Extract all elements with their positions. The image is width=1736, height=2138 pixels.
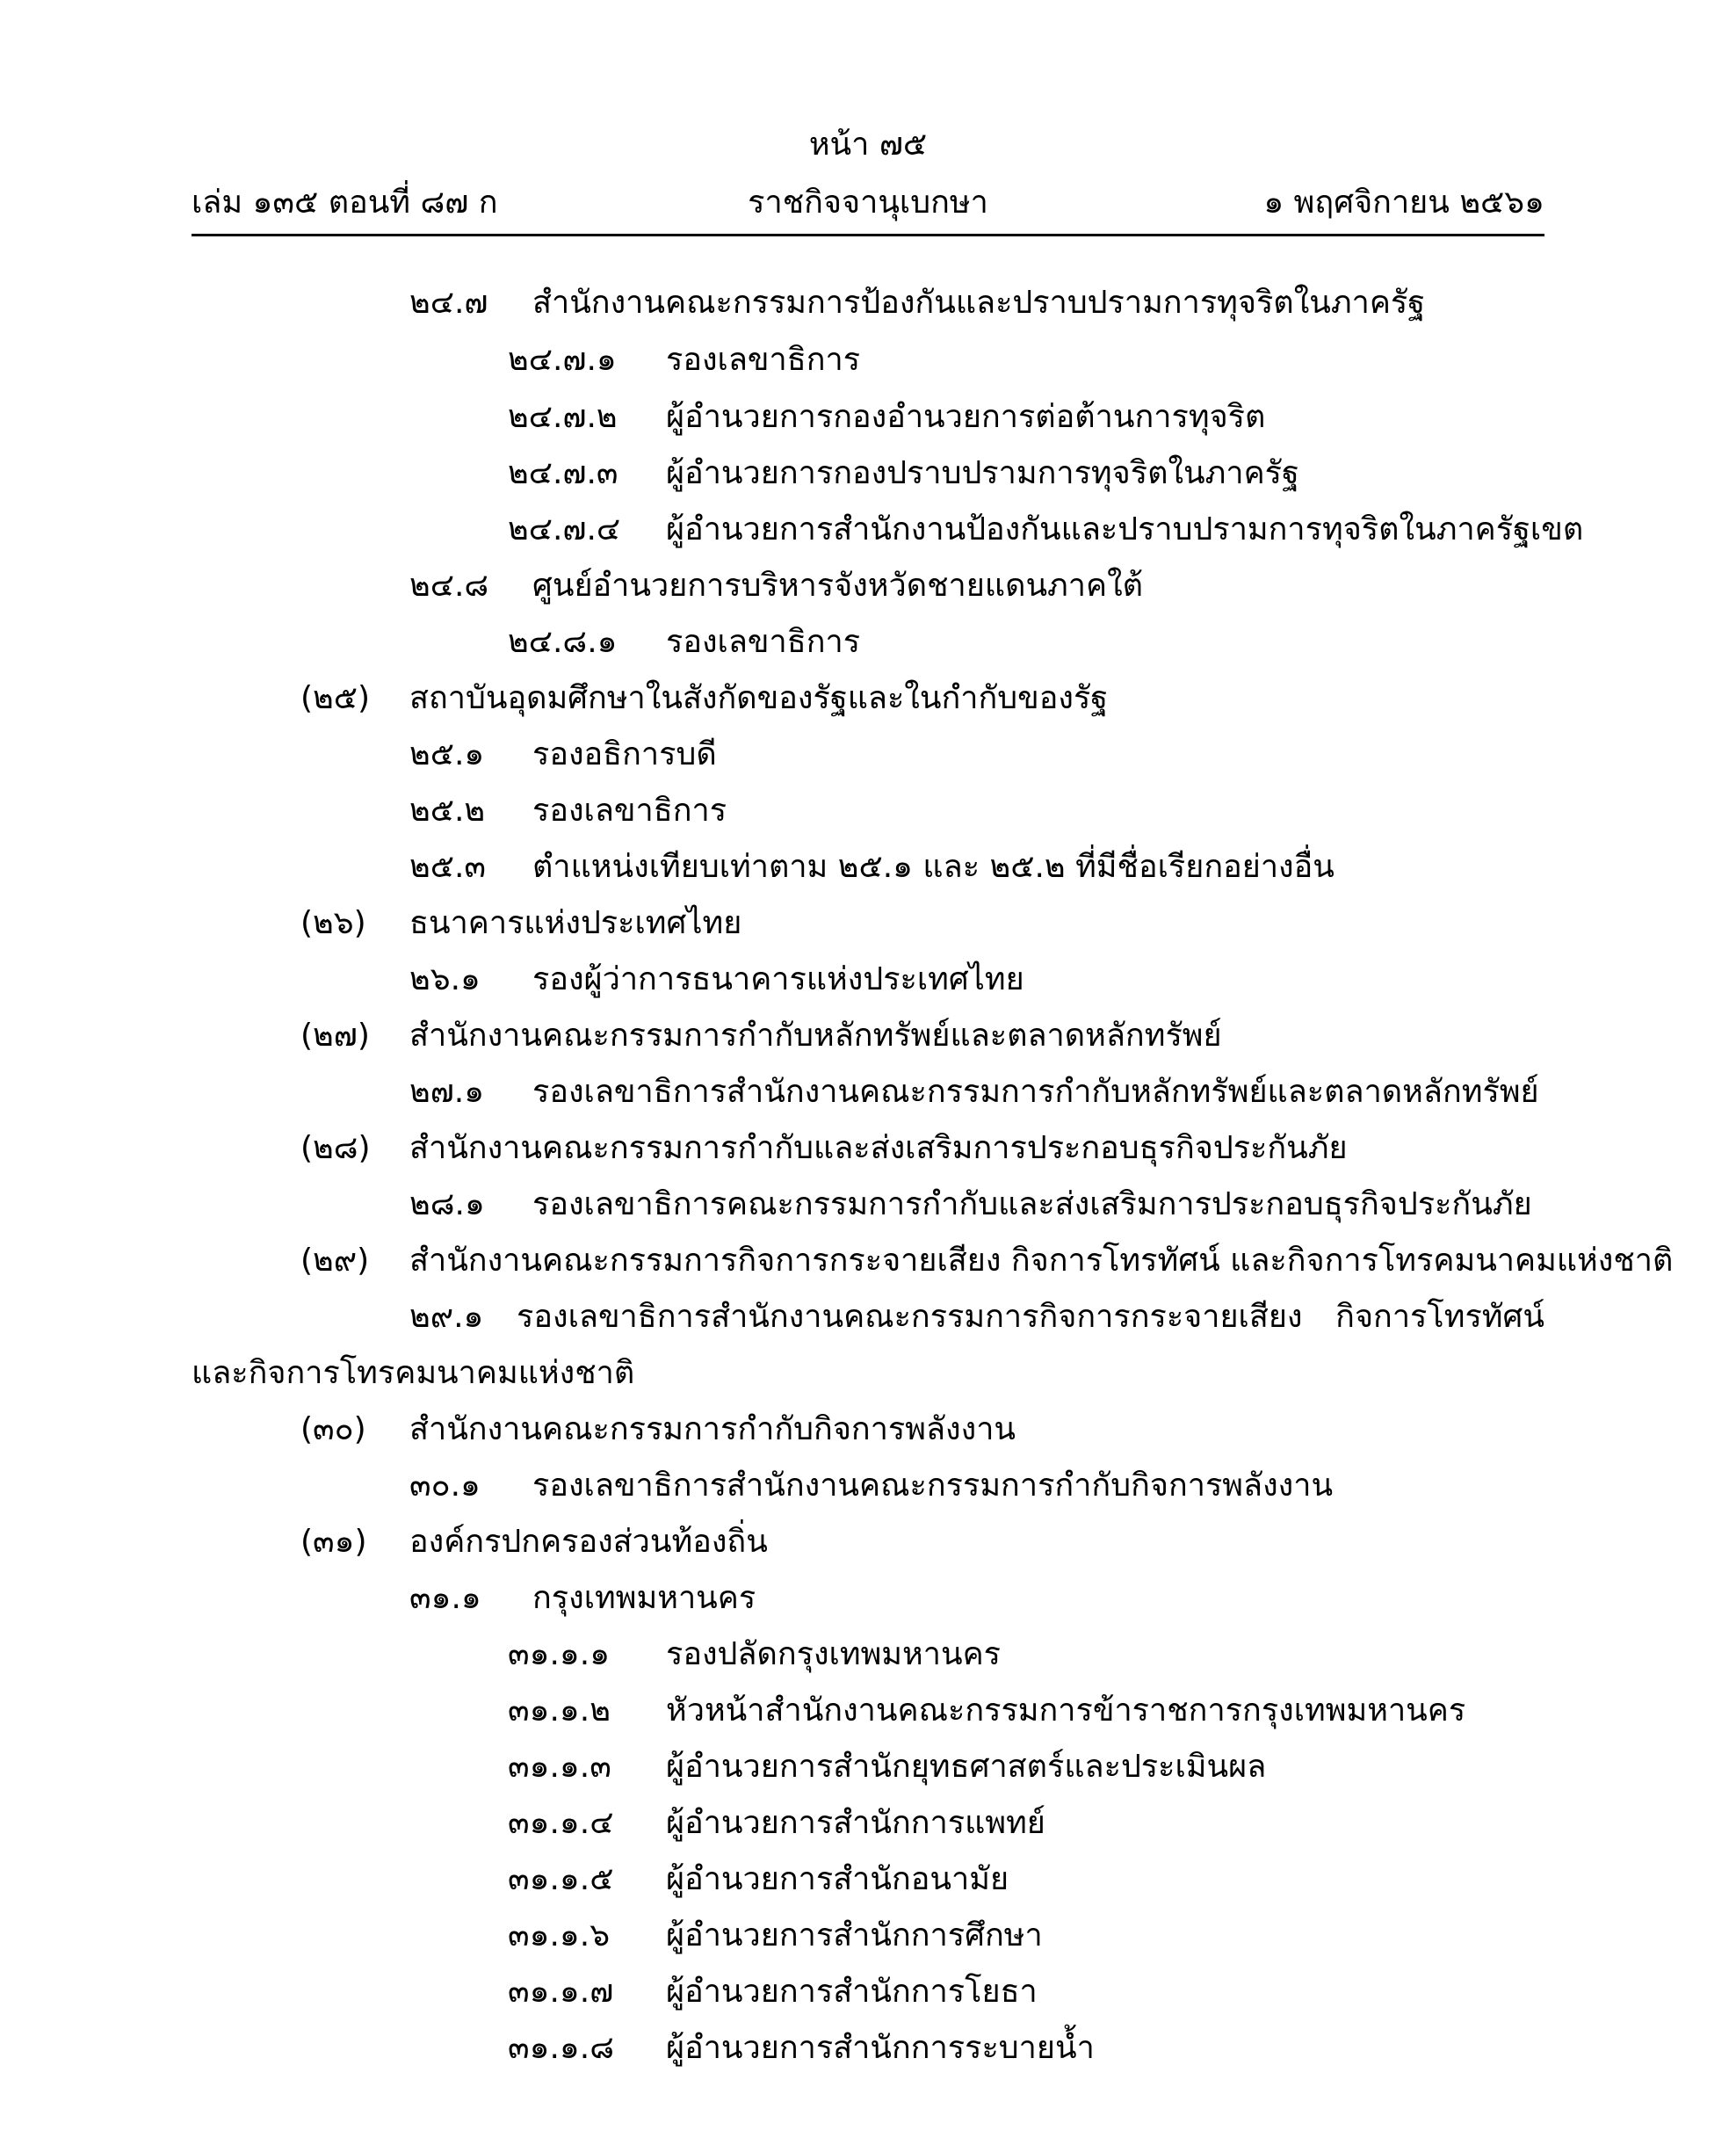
item-number: (๒๙) xyxy=(300,1243,370,1279)
item-number: ๒๔.๘ xyxy=(409,568,489,604)
item-text: สำนักงานคณะกรรมการกำกับกิจการพลังงาน xyxy=(409,1411,1016,1447)
list-item xyxy=(300,1011,1222,1062)
item-text: รองเลขาธิการสำนักงานคณะกรรมการกำกับหลักทรัพย์และตลาดหลักทรัพย์ xyxy=(532,1074,1539,1110)
list-item xyxy=(508,392,1265,443)
item-text: สำนักงานคณะกรรมการกำกับและส่งเสริมการประกอบธุรกิจประกันภัย xyxy=(409,1130,1348,1166)
item-number: ๓๐.๑ xyxy=(409,1468,481,1504)
list-item xyxy=(409,1460,1333,1511)
list-item xyxy=(508,504,1583,555)
list-item xyxy=(508,1685,1465,1736)
list-item xyxy=(409,729,717,780)
list-item xyxy=(508,1967,1038,2018)
item-text: ผู้อำนวยการสำนักการโยธา xyxy=(666,1974,1038,2010)
list-item xyxy=(409,786,727,837)
list-item xyxy=(300,898,741,949)
item-text: รองผู้ว่าการธนาคารแห่งประเทศไทย xyxy=(532,961,1024,997)
item-number: ๓๑.๑.๔ xyxy=(508,1805,614,1841)
item-number: ๓๑.๑ xyxy=(409,1580,481,1616)
item-text: รองปลัดกรุงเทพมหานคร xyxy=(666,1636,1002,1672)
item-text: ผู้อำนวยการสำนักงานป้องกันและปราบปรามการทุจริตในภาครัฐเขต xyxy=(666,511,1584,547)
list-item xyxy=(508,617,860,668)
list-item xyxy=(409,1292,1544,1343)
item-text: สำนักงานคณะกรรมการป้องกันและปราบปรามการทุจริตในภาครัฐ xyxy=(532,285,1426,321)
item-number: ๓๑.๑.๑ xyxy=(508,1636,611,1672)
item-text: กรุงเทพมหานคร xyxy=(532,1580,756,1616)
item-text: หัวหน้าสำนักงานคณะกรรมการข้าราชการกรุงเทพมหานคร xyxy=(666,1692,1466,1729)
item-number: (๒๘) xyxy=(300,1130,371,1166)
item-number: ๒๔.๗.๒ xyxy=(508,399,618,435)
item-text: รองเลขาธิการสำนักงานคณะกรรมการกิจการกระจายเสียง xyxy=(517,1299,1303,1335)
page-number: หน้า ๗๕ xyxy=(808,127,928,163)
list-item xyxy=(508,1798,1045,1849)
item-number: ๒๕.๓ xyxy=(409,849,487,885)
item-text: รองเลขาธิการคณะกรรมการกำกับและส่งเสริมการประกอบธุรกิจประกันภัย xyxy=(532,1186,1532,1222)
gazette-header xyxy=(192,181,1544,225)
item-number: ๒๖.๑ xyxy=(409,961,481,997)
item-number: ๒๔.๗ xyxy=(409,285,488,321)
list-item xyxy=(409,278,1425,329)
item-text: ศูนย์อำนวยการบริหารจังหวัดชายแดนภาคใต้ xyxy=(532,568,1144,604)
volume-issue: เล่ม ๑๓๕ ตอนที่ ๘๗ ก xyxy=(192,185,498,221)
list-item xyxy=(300,1517,768,1568)
item-text: รองเลขาธิการ xyxy=(666,342,861,378)
item-text: สำนักงานคณะกรรมการกิจการกระจายเสียง กิจการโทรทัศน์ และกิจการโทรคมนาคมแห่งชาติ xyxy=(409,1243,1674,1279)
item-number: (๓๑) xyxy=(300,1524,367,1560)
list-item xyxy=(300,1123,1348,1174)
item-text: สถาบันอุดมศึกษาในสังกัดของรัฐและในกำกับของรัฐ xyxy=(409,680,1109,716)
item-number: ๒๔.๗.๓ xyxy=(508,455,618,491)
item-text: กิจการโทรทัศน์ xyxy=(1335,1299,1544,1335)
item-number: ๓๑.๑.๕ xyxy=(508,1861,614,1897)
item-number: (๒๗) xyxy=(300,1018,370,1054)
item-number: ๒๔.๗.๑ xyxy=(508,342,617,378)
list-item xyxy=(508,2023,1095,2074)
list-item xyxy=(508,1629,1001,1680)
item-number: ๒๙.๑ xyxy=(409,1299,484,1335)
item-number: ๒๘.๑ xyxy=(409,1186,485,1222)
item-number: ๓๑.๑.๖ xyxy=(508,1917,611,1953)
publication-date: ๑ พฤศจิกายน ๒๕๖๑ xyxy=(1263,185,1544,221)
item-number: ๓๑.๑.๓ xyxy=(508,1749,611,1785)
item-text: ผู้อำนวยการสำนักการศึกษา xyxy=(666,1917,1043,1953)
item-text: ผู้อำนวยการสำนักยุทธศาสตร์และประเมินผล xyxy=(666,1749,1267,1785)
list-item xyxy=(300,1236,1673,1286)
header-divider xyxy=(192,234,1544,236)
item-text: ผู้อำนวยการกองอำนวยการต่อต้านการทุจริต xyxy=(666,399,1266,435)
item-text: ผู้อำนวยการสำนักการแพทย์ xyxy=(666,1805,1045,1841)
item-number: ๒๔.๗.๔ xyxy=(508,511,621,547)
item-text: ผู้อำนวยการสำนักการระบายน้ำ xyxy=(666,2030,1095,2066)
list-item xyxy=(508,1854,1009,1905)
list-item xyxy=(300,673,1108,724)
list-item xyxy=(409,1179,1532,1230)
item-text: ผู้อำนวยการกองปราบปรามการทุจริตในภาครัฐ xyxy=(666,455,1299,491)
item-number: (๒๖) xyxy=(300,905,366,941)
item-text: ผู้อำนวยการสำนักอนามัย xyxy=(666,1861,1009,1897)
item-number: (๒๕) xyxy=(300,680,371,716)
item-text: และกิจการโทรคมนาคมแห่งชาติ xyxy=(192,1355,635,1391)
list-item xyxy=(409,954,1024,1005)
list-item-continuation xyxy=(192,1348,634,1399)
item-text: รองเลขาธิการ xyxy=(532,793,727,829)
item-number: (๓๐) xyxy=(300,1411,366,1447)
list-item xyxy=(508,1910,1043,1961)
item-number: ๓๑.๑.๒ xyxy=(508,1692,611,1729)
item-number: ๓๑.๑.๘ xyxy=(508,2030,614,2066)
item-text: ตำแหน่งเทียบเท่าตาม ๒๕.๑ และ ๒๕.๒ ที่มีชื่อเรียกอย่างอื่น xyxy=(532,849,1335,885)
item-text: รองเลขาธิการ xyxy=(666,624,861,660)
item-number: ๓๑.๑.๗ xyxy=(508,1974,614,2010)
list-item xyxy=(300,1404,1016,1455)
item-text: รองอธิการบดี xyxy=(532,736,717,772)
item-number: ๒๕.๒ xyxy=(409,793,486,829)
item-text: รองเลขาธิการสำนักงานคณะกรรมการกำกับกิจการพลังงาน xyxy=(532,1468,1334,1504)
list-item xyxy=(508,1742,1266,1793)
list-item xyxy=(409,561,1143,612)
justified-line xyxy=(409,1292,1544,1343)
item-number: ๒๔.๘.๑ xyxy=(508,624,618,660)
item-text: ธนาคารแห่งประเทศไทย xyxy=(409,905,742,941)
list-item xyxy=(409,1067,1539,1118)
publication-title: ราชกิจจานุเบกษา xyxy=(748,185,988,221)
item-number: ๒๕.๑ xyxy=(409,736,485,772)
item-text: องค์กรปกครองส่วนท้องถิ่น xyxy=(409,1524,768,1560)
list-item xyxy=(409,842,1335,893)
list-item xyxy=(508,448,1299,499)
list-item xyxy=(508,335,860,386)
item-number: ๒๗.๑ xyxy=(409,1074,485,1110)
item-text: สำนักงานคณะกรรมการกำกับหลักทรัพย์และตลาดหลักทรัพย์ xyxy=(409,1018,1222,1054)
list-item xyxy=(409,1573,756,1624)
